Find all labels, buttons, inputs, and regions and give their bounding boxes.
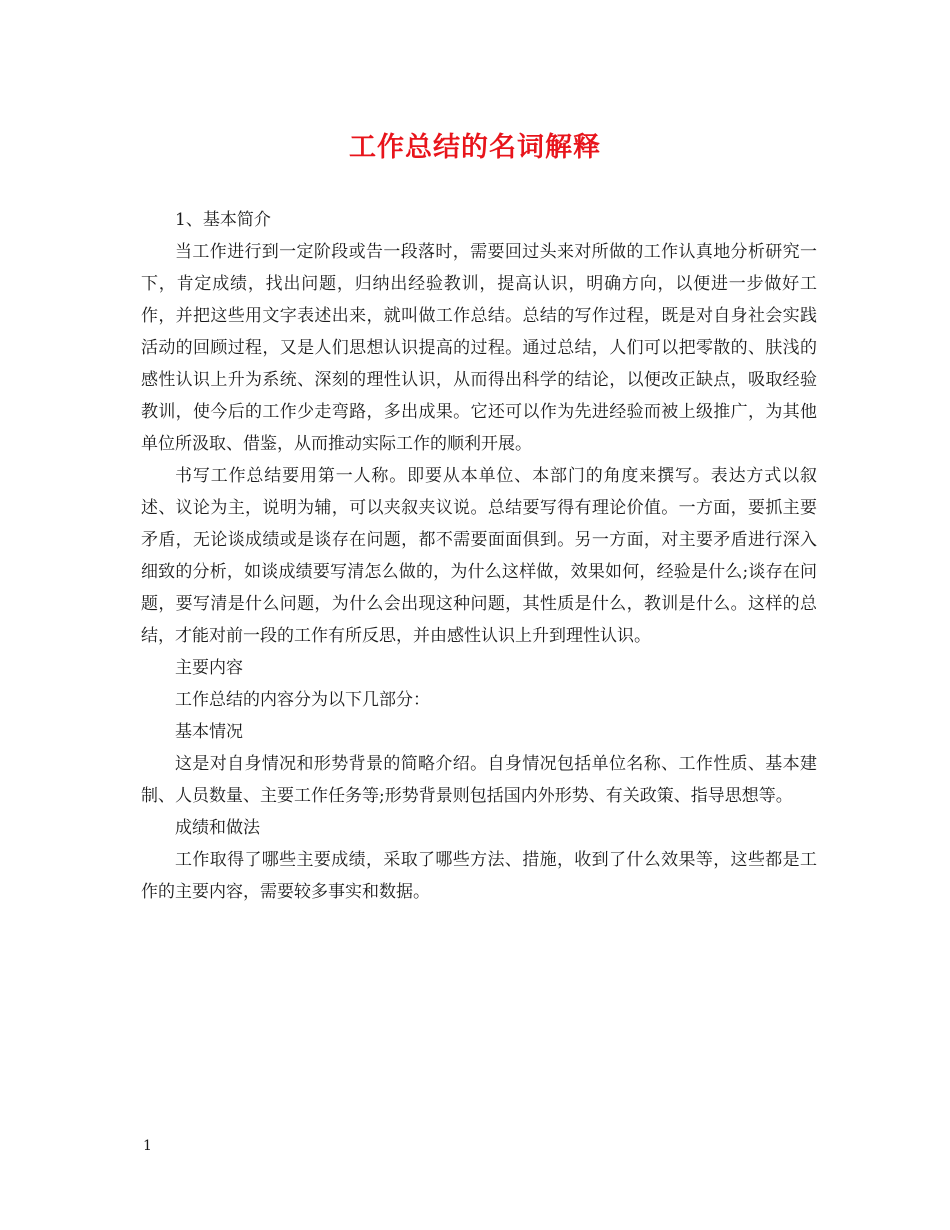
paragraph-achievements: 工作取得了哪些主要成绩，采取了哪些方法、措施，收到了什么效果等，这些都是工作的主要内容，需要较多事实和数据。: [141, 850, 817, 902]
paragraph-content-parts: 工作总结的内容分为以下几部分：: [175, 690, 430, 710]
section-heading-basic-situation: 基本情况: [175, 722, 243, 742]
section-heading-main-content: 主要内容: [175, 658, 243, 678]
paragraph-basic-situation: 这是对自身情况和形势背景的简略介绍。自身情况包括单位名称、工作性质、基本建制、人员数量、主要工作任务等;形势背景则包括国内外形势、有关政策、指导思想等。: [141, 754, 817, 806]
paragraph-intro: 当工作进行到一定阶段或告一段落时，需要回过头来对所做的工作认真地分析研究一下，肯定成绩，找出问题，归纳出经验教训，提高认识，明确方向，以便进一步做好工作，并把这些用文字表述出来，就叫做工作总结。总结的写作过程，既是对自身社会实践活动的回顾过程，又是人们思想认识提高的过程。通过总结，人们可以把零散的、肤浅的感性认识上升为系统、深刻的理性认识，从而得出科学的结论，以便改正缺点，吸取经验教训，使今后的工作少走弯路，多出成果。它还可以作为先进经验而被上级推广，为其他单位所汲取、借鉴，从而推动实际工作的顺利开展。: [141, 242, 817, 454]
section-heading-achievements: 成绩和做法: [175, 818, 260, 838]
document-body: [141, 204, 817, 908]
page-number: 1: [143, 1138, 152, 1154]
paragraph-writing-guidelines: 书写工作总结要用第一人称。即要从本单位、本部门的角度来撰写。表达方式以叙述、议论为主，说明为辅，可以夹叙夹议说。总结要写得有理论价值。一方面，要抓主要矛盾，无论谈成绩或是谈存在问题，都不需要面面俱到。另一方面，对主要矛盾进行深入细致的分析，如谈成绩要写清怎么做的，为什么这样做，效果如何，经验是什么;谈存在问题，要写清是什么问题，为什么会出现这种问题，其性质是什么，教训是什么。这样的总结，才能对前一段的工作有所反思，并由感性认识上升到理性认识。: [141, 466, 817, 646]
document-title: 工作总结的名词解释: [349, 132, 601, 163]
section-heading-intro: 1、基本简介: [175, 210, 271, 230]
